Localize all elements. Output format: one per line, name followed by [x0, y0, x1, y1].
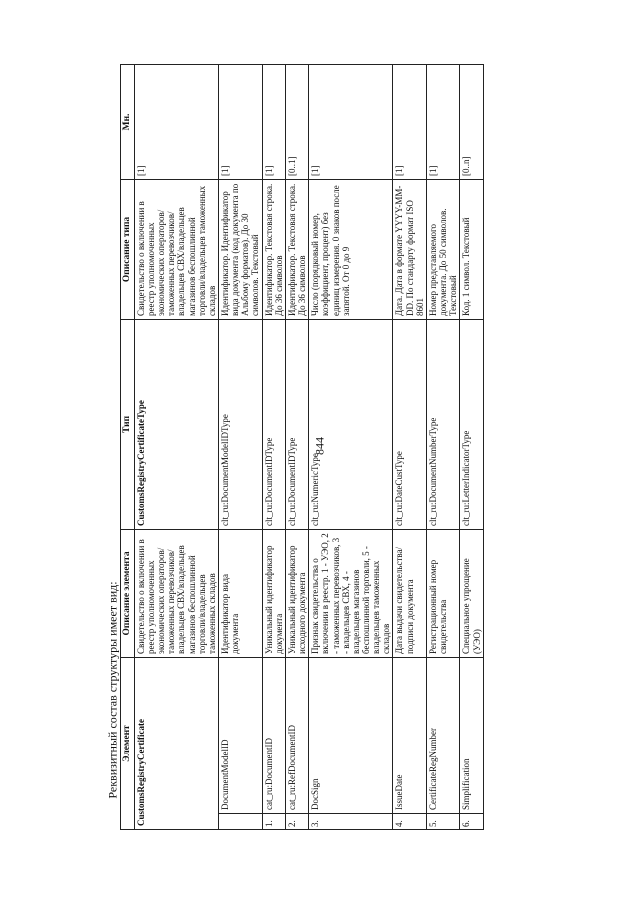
cell-type-description: Номер представляемого документа. До 50 символов. Текстовый — [426, 179, 459, 319]
rotated-table-container — [120, 65, 540, 830]
cell-description: Идентификатор вида документа — [218, 529, 262, 657]
header-multiplicity: Мн. — [121, 64, 135, 179]
cell-type-description: Идентификатор. Текстовая строка. До 36 символов — [262, 179, 285, 319]
cell-type-description: Идентификатор. Идентификатор вида документа (код документа по Альбому форматов). До 30 символов. Текстовый — [218, 179, 262, 319]
cell-element: cat_ru:DocumentID — [262, 657, 285, 813]
header-description: Описание элемента — [121, 529, 135, 657]
cell-description: Регистрационный номер свидетельства — [426, 529, 459, 657]
table-row-model — [218, 64, 262, 829]
row-number: 6. — [460, 814, 483, 830]
cell-type: CustomsRegistryCertificateType — [134, 319, 218, 529]
cell-element: DocSign — [309, 657, 393, 813]
cell-multiplicity: [0..1] — [285, 64, 308, 179]
cell-element: Simplification — [460, 657, 483, 813]
row-number: 3. — [309, 814, 393, 830]
cell-type: clt_ru:DocumentNumberType — [426, 319, 459, 529]
header-type-description: Описание типа — [121, 179, 135, 319]
indent-cell — [218, 814, 262, 830]
cell-type: clt_ru:LetterIndicatorType — [460, 319, 483, 529]
page-number: 844 — [312, 437, 327, 455]
row-number: 5. — [426, 814, 459, 830]
structure-table — [120, 64, 484, 830]
cell-multiplicity: [0..n] — [460, 64, 483, 179]
cell-description: Признак свидетельства о включении в реестр. 1 - УЭО, 2 - таможенных перевозчиков, 3 - владельцев СВХ, 4 - владельцев магазинов беспошлинной торговли, 5 - владельцев таможенных складов — [309, 529, 393, 657]
cell-description: Уникальный идентификатор документа — [262, 529, 285, 657]
cell-description: Дата выдачи свидетельства/подписи документа — [393, 529, 426, 657]
row-number: 4. — [393, 814, 426, 830]
cell-multiplicity: [1] — [309, 64, 393, 179]
cell-element: CustomsRegistryCertificate — [134, 657, 218, 829]
cell-type-description: Свидетельство о включении в реестр уполномоченных экономических операторов/таможенных перевозчиков/владельцев СВХ/владельцев магазинов беспошлинной торговли/владельцев таможенных складов — [134, 179, 218, 319]
cell-description: Специальное упрощение (УЭО) — [460, 529, 483, 657]
row-number: 2. — [285, 814, 308, 830]
cell-type: clt_ru:NumericType — [309, 319, 393, 529]
cell-multiplicity: [1] — [134, 64, 218, 179]
table-row — [460, 64, 483, 829]
row-number: 1. — [262, 814, 285, 830]
table-row — [262, 64, 285, 829]
header-row — [121, 64, 135, 829]
cell-multiplicity: [1] — [218, 64, 262, 179]
cell-element: IssueDate — [393, 657, 426, 813]
header-element: Элемент — [121, 657, 135, 829]
cell-multiplicity: [1] — [393, 64, 426, 179]
table-row — [393, 64, 426, 829]
intro-text: Реквизитный состав структуры имеет вид: — [105, 581, 120, 799]
cell-description: Свидетельство о включении в реестр уполномоченных экономических операторов/таможенных перевозчиков/владельцев СВХ/владельцев магазинов беспошлинной торговли/владельцев таможенных складов — [134, 529, 218, 657]
cell-type-description: Число (порядковый номер, коэффициент, процент) без единиц измерения. 0 знаков после запятой. От 0 до 9 — [309, 179, 393, 319]
cell-element: cat_ru:RefDocumentID — [285, 657, 308, 813]
table-row — [309, 64, 393, 829]
cell-element: DocumentModelID — [218, 657, 262, 813]
cell-element: CertificateRegNumber — [426, 657, 459, 813]
cell-type: clt_ru:DocumentModelIDType — [218, 319, 262, 529]
cell-type-description: Идентификатор. Текстовая строка. До 36 символов — [285, 179, 308, 319]
header-type: Тип — [121, 319, 135, 529]
cell-type: clt_ru:DateCustType — [393, 319, 426, 529]
cell-type-description: Код. 1 символ. Текстовый — [460, 179, 483, 319]
cell-multiplicity: [1] — [262, 64, 285, 179]
table-row — [426, 64, 459, 829]
table-row — [285, 64, 308, 829]
cell-type: clt_ru:DocumentIDType — [285, 319, 308, 529]
cell-type-description: Дата. Дата в формате YYYY-MM-DD. По стандарту формат ISO 8601 — [393, 179, 426, 319]
table-row-root — [134, 64, 218, 829]
cell-description: Уникальный идентификатор исходного документа — [285, 529, 308, 657]
cell-multiplicity: [1] — [426, 64, 459, 179]
cell-type: clt_ru:DocumentIDType — [262, 319, 285, 529]
